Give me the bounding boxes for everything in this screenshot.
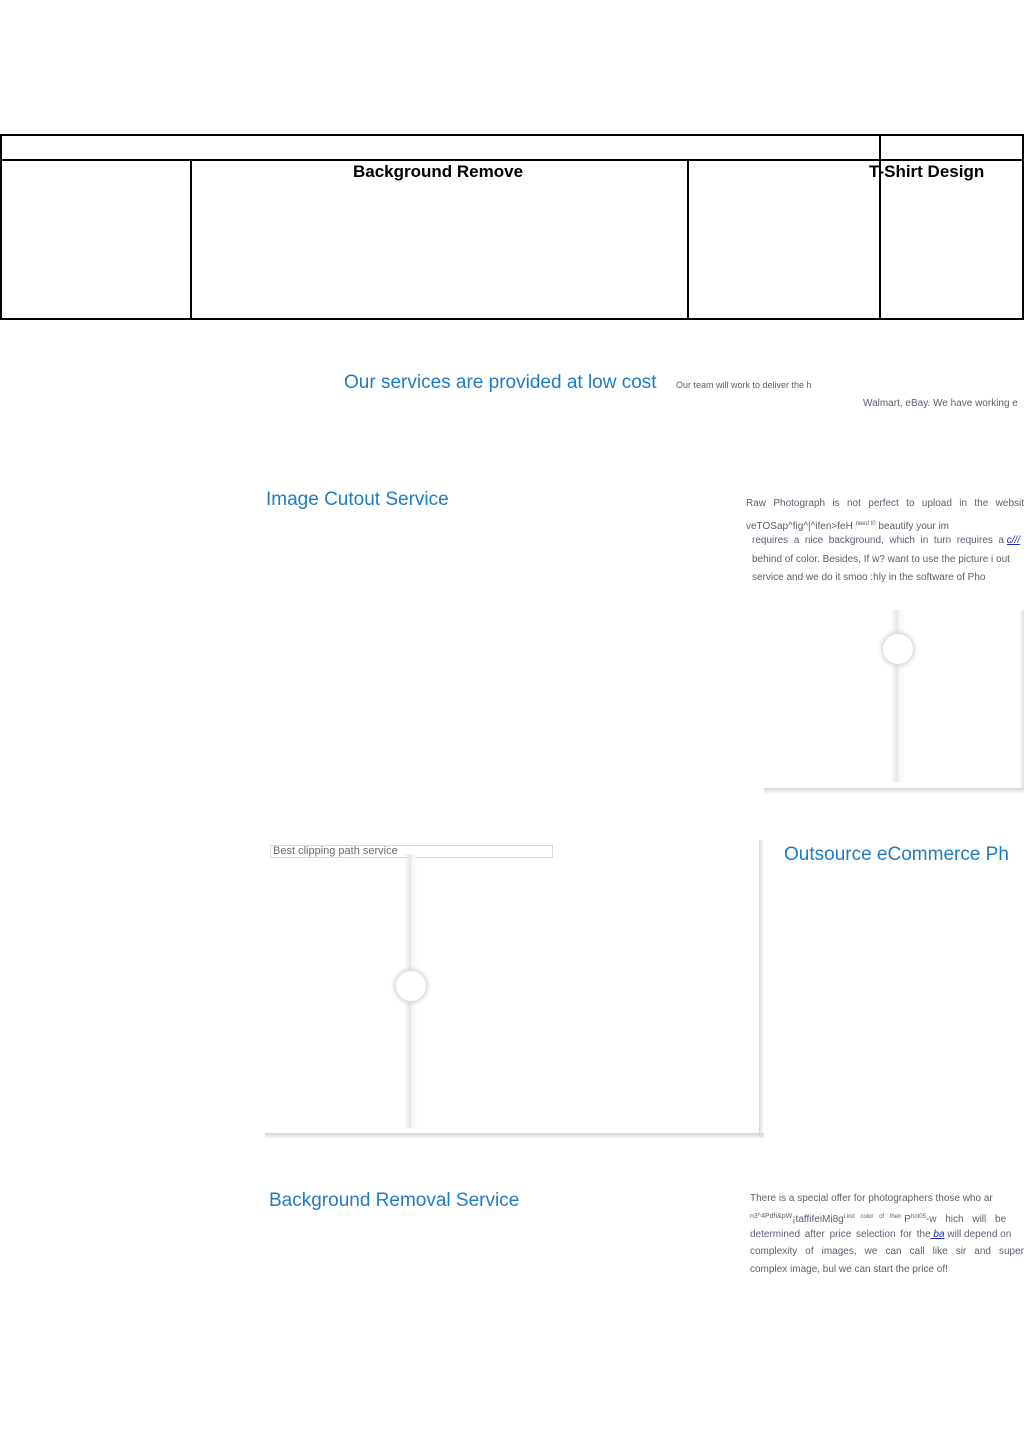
removal-line-2-pre: n3^4Pdfi&pW [750,1213,793,1220]
removal-line-3-post: will depend on [947,1229,1012,1240]
removal-line-4: complexity of images, we can call like sir and super [750,1246,1024,1257]
clipping-comparison-slider[interactable] [265,840,759,1133]
cutout-slider-handle[interactable] [883,634,913,664]
cutout-panel-edge [1019,610,1024,788]
cutout-line-2-post: beautify your im [878,521,950,532]
clipping-slider-handle[interactable] [396,971,426,1001]
removal-line-3-pre: determined after price selection for the [750,1229,931,1240]
clipping-caption: Best clipping path service [270,845,553,858]
intro-text-b: Walmart, eBay. We have working e [863,398,1018,409]
cutout-comparison-slider[interactable] [764,610,1024,788]
removal-line-2-mid: taffifeiMi8g [795,1214,844,1225]
intro-title: Our services are provided at low cost [344,372,657,393]
table-header-background-remove: Background Remove [353,162,524,181]
removal-line-1: There is a special offer for photographers those who ar [750,1193,993,1204]
cutout-line-3-pre: requires a nice background, which in turn requires a [752,535,1004,546]
removal-link[interactable]: ba [930,1229,945,1240]
cutout-line-2-sup: need t0 [855,521,876,527]
table-divider-2 [687,159,689,320]
cutout-title: Image Cutout Service [266,489,449,510]
removal-line-3 [750,1226,1024,1244]
clipping-panel-shadow-bottom [265,1133,764,1139]
cutout-line-5: service and we do it smoo :hly in the software of Pho [752,572,986,583]
clipping-panel-shadow-right [759,840,764,1137]
removal-line-2-sup2: hot05 [910,1214,926,1220]
table-header-tshirt-design: T-Shirt Design [869,162,985,181]
cutout-line-3 [752,532,1024,550]
table-top-border [0,134,1024,136]
table-bottom-border [0,318,1024,320]
cutout-line-4: behind of color. Besides, If w? want to use the picture i out [752,554,1010,565]
cutout-link[interactable]: c/// [1006,535,1021,546]
cutout-line-1: Raw Photograph is not perfect to upload in the websit [746,498,1024,509]
removal-line-2-post: -w hich will be [925,1214,1007,1225]
ecommerce-title: Outsource eCommerce Ph [784,844,1009,865]
removal-line-2-sup: i.ind color of their [843,1214,902,1220]
intro-text-a: Our team will work to deliver the h [676,380,812,390]
removal-line-5: complex image, bul we can start the price of! [750,1264,948,1275]
table-divider-1 [190,159,192,320]
cutout-panel-shadow [764,788,1024,794]
removal-line-2-sep: ¡ [792,1214,796,1225]
cutout-line-2-pre: veTOSap^fig^|^ifen>feH [746,521,853,532]
table-row-divider [0,159,1024,161]
table-left-border [0,134,2,320]
removal-line-2-p: P [904,1214,911,1225]
removal-title: Background Removal Service [269,1190,520,1211]
